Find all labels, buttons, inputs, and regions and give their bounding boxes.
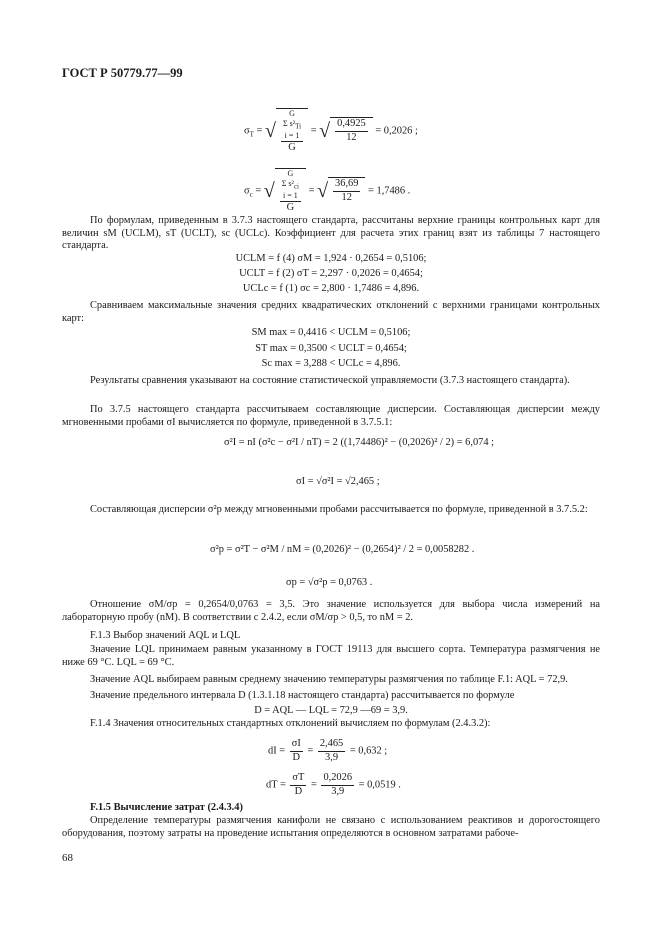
paragraph-ratio: Отношение σM/σp = 0,2654/0,0763 = 3,5. Это значение используется для выбора числа измерений на лабораторную пробу (nM). В соответствии с 2.4.2, если σM/σp > 0,5, то nM = 2. bbox=[62, 599, 600, 623]
s-c-line: Sc max = 3,288 < UCLc = 4,896. bbox=[261, 358, 401, 369]
formula-fraction bbox=[280, 169, 301, 214]
formula-sqrt bbox=[275, 168, 306, 214]
paragraph-interval: Значение предельного интервала D (1.3.1.18 настоящего стандарта) рассчитывается по формуле bbox=[90, 690, 515, 701]
section-f-1-3: F.1.3 Выбор значений AQL и LQL bbox=[90, 630, 241, 641]
formula-lhs: σ bbox=[244, 125, 250, 137]
paragraph-variance: По 3.7.5 настоящего стандарта рассчитываем составляющие дисперсии. Составляющая дисперсии между мгновенными пробами σI вычисляется по формуле, приведенной в 3.7.5.1: bbox=[62, 404, 600, 428]
section-f-1-5: F.1.5 Вычисление затрат (2.4.3.4) bbox=[90, 802, 243, 813]
formula-sqrt bbox=[276, 108, 308, 154]
formula-lhs: dI bbox=[268, 745, 277, 757]
formula-fraction bbox=[281, 109, 303, 154]
formula-result: 0,632 ; bbox=[358, 745, 388, 757]
formula-result: 0,2026 ; bbox=[383, 125, 418, 137]
sum-symbol: Σ s² bbox=[281, 178, 294, 188]
formula-d-i: dI = $\frac{\sigma I}{D}$ = $\frac{2,465}{3,9}$ = 0,632 ; bbox=[268, 738, 388, 763]
sum-bottom: i = 1 bbox=[283, 190, 298, 200]
formula-numerator bbox=[281, 109, 303, 142]
formula-lhs-sub: c bbox=[249, 190, 253, 199]
formula-sigma-p-squared: σ²p = σ²T − σ²M / nM = (0,2026)² − (0,2654)² / 2 = 0,0058282 . bbox=[210, 544, 475, 555]
formula-sqrt bbox=[330, 117, 373, 144]
ucl-c-line: UCLc = f (1) σc = 2,800 · 1,7486 = 4,896. bbox=[242, 283, 420, 294]
sum-bottom: i = 1 bbox=[284, 130, 300, 140]
s-t-line: ST max = 0,3500 < UCLT = 0,4654; bbox=[255, 343, 407, 354]
s-m-line: SM max = 0,4416 < UCLM = 0,5106; bbox=[251, 327, 411, 338]
formula-sqrt bbox=[328, 177, 365, 204]
formula-fraction bbox=[333, 178, 360, 204]
section-f-1-4: F.1.4 Значения относительных стандартных отклонений вычисляем по формулам (2.4.3.2): bbox=[90, 718, 491, 729]
sqrt-icon: √ bbox=[264, 119, 276, 142]
sqrt-icon: √ bbox=[317, 179, 329, 202]
formula-lhs: dT bbox=[266, 779, 278, 791]
page-number: 68 bbox=[62, 852, 73, 864]
formula-fraction bbox=[318, 738, 345, 764]
formula-sigma-t: $\sigma_T$ = √ G Σ $s^2_{Ti}$ i = 1 G = √ $\frac{0,4925}{12}$ = 0,2026 ; bbox=[244, 109, 418, 153]
paragraph-ucl-intro: По формулам, приведенным в 3.7.3 настоящего стандарта, рассчитаны верхние границы контрольных карт для величин sM (UCLM), sT (UCLT), sc (UCLc). Коэффициент для расчета этих границ взят из таблицы 7 настоящего стандарта. bbox=[62, 215, 600, 252]
formula-denominator: G bbox=[286, 201, 295, 213]
formula-numerator: σT bbox=[290, 772, 306, 786]
formula-numerator: 2,465 bbox=[318, 738, 345, 752]
formula-numerator: 36,69 bbox=[333, 178, 360, 192]
paragraph-lql: Значение LQL принимаем равным указанному в ГОСТ 19113 для высшего сорта. Температура размягчения не ниже 69 °С. LQL = 69 °С. bbox=[62, 644, 600, 668]
formula-result: 1,7486 . bbox=[376, 185, 411, 197]
ucl-t-line: UCLT = f (2) σT = 2,297 · 0,2026 = 0,4654; bbox=[239, 268, 423, 279]
formula-denominator: G bbox=[288, 141, 296, 153]
sqrt-icon: √ bbox=[263, 179, 275, 202]
formula-fraction bbox=[335, 118, 368, 144]
sqrt-icon: √ bbox=[319, 119, 331, 142]
sum-symbol: Σ s² bbox=[282, 118, 296, 128]
formula-numerator: 0,4925 bbox=[335, 118, 368, 132]
document-header: ГОСТ Р 50779.77—99 bbox=[62, 66, 183, 80]
paragraph-aql: Значение AQL выбираем равным среднему значению температуры размягчения по таблице F.1: AQL = 72,9. bbox=[90, 674, 568, 685]
sum-sub: Ti bbox=[295, 122, 302, 131]
formula-lhs: σ bbox=[244, 185, 250, 197]
formula-denominator: 12 bbox=[341, 192, 352, 204]
formula-d: D = AQL — LQL = 72,9 —69 = 3,9. bbox=[254, 705, 408, 716]
sum-top: G bbox=[287, 169, 294, 178]
sum-top: G bbox=[289, 109, 295, 118]
formula-fraction bbox=[290, 772, 306, 798]
formula-denominator: 12 bbox=[346, 132, 357, 144]
formula-denominator: D bbox=[294, 785, 303, 797]
formula-sigma-p: σp = √σ²p = 0,0763 . bbox=[286, 577, 373, 588]
formula-fraction bbox=[290, 738, 303, 764]
formula-denominator: 3,9 bbox=[331, 785, 345, 797]
formula-sigma-i: σI = √σ²I = √2,465 ; bbox=[296, 476, 380, 487]
paragraph-compare: Сравниваем максимальные значения средних квадратических отклонений с верхними границами контрольных карт: bbox=[62, 300, 600, 324]
formula-denominator: 3,9 bbox=[325, 751, 339, 763]
formula-numerator: 0,2026 bbox=[321, 772, 354, 786]
ucl-m-line: UCLM = f (4) σM = 1,924 · 0,2654 = 0,5106; bbox=[235, 253, 427, 264]
formula-sigma-c: $\sigma_c$ = √ G Σ $s^2_{ci}$ i = 1 G = √ $\frac{36,69}{12}$ = 1,7486 . bbox=[244, 169, 411, 213]
paragraph-costs: Определение температуры размягчения канифоли не связано с использованием реактивов и дорогостоящего оборудования, поэтому затраты на проведение испытания определяются в основном затратами рабоче- bbox=[62, 815, 600, 839]
formula-numerator bbox=[280, 169, 301, 202]
paragraph-results: Результаты сравнения указывают на состояние статистической управляемости (3.7.3 настоящего стандарта). bbox=[90, 375, 570, 386]
formula-numerator: σI bbox=[290, 738, 303, 752]
formula-lhs-sub: T bbox=[249, 130, 254, 139]
formula-result: 0,0519 . bbox=[367, 779, 401, 791]
formula-fraction bbox=[321, 772, 354, 798]
formula-denominator: D bbox=[292, 751, 300, 763]
formula-sigma-i-squared: σ²I = nI (σ²c − σ²I / nT) = 2 ((1,74486)² − (0,2026)² / 2) = 6,074 ; bbox=[224, 437, 495, 448]
formula-d-t: dT = $\frac{\sigma T}{D}$ = $\frac{0,2026}{3,9}$ = 0,0519 . bbox=[266, 772, 401, 797]
paragraph-variance-p: Составляющая дисперсии σ²p между мгновенными пробами рассчитывается по формуле, приведенной в 3.7.5.2: bbox=[90, 504, 588, 515]
sum-sub: ci bbox=[293, 182, 299, 191]
